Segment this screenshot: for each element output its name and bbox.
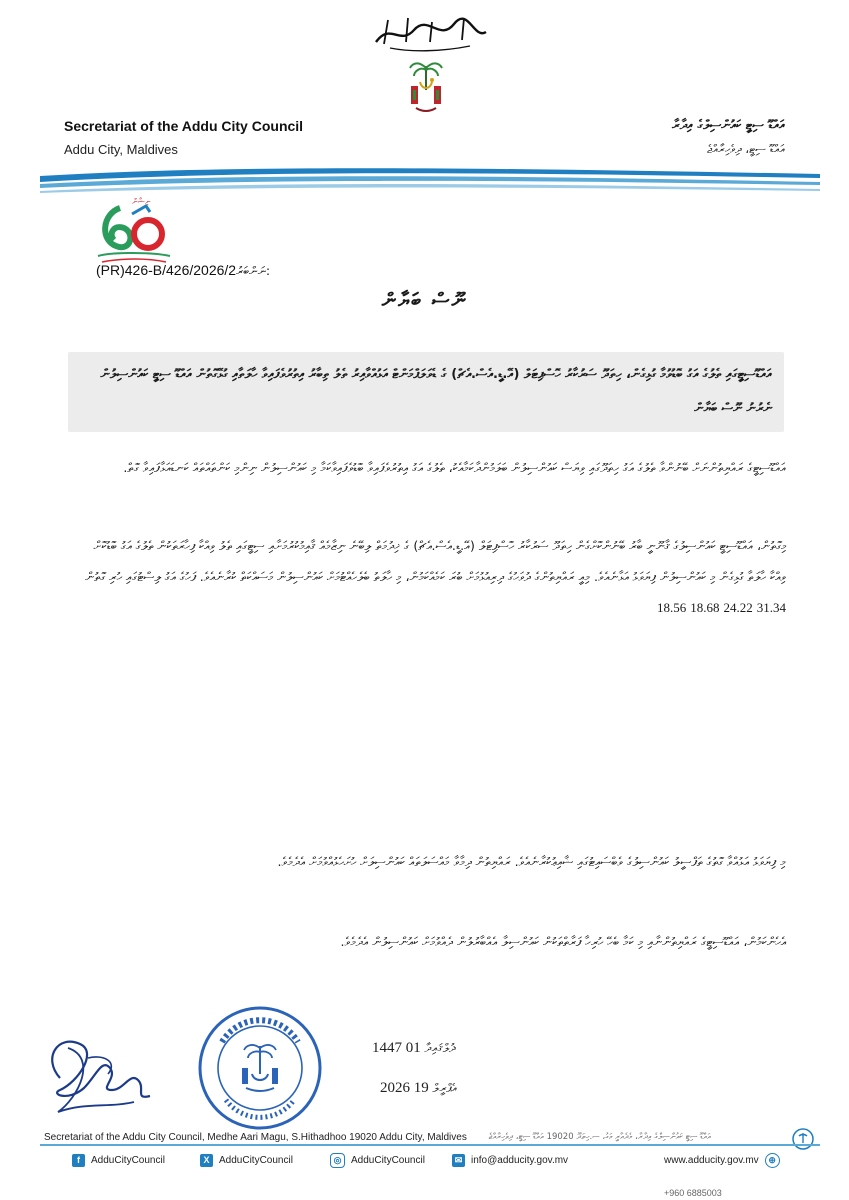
instagram-link[interactable] [330,1152,425,1168]
website-link[interactable] [664,1152,780,1168]
header-wave-divider [0,162,849,196]
signature [38,1028,156,1122]
hijri-year: 1447 [372,1040,402,1056]
footer-emblem-icon [792,1128,814,1150]
svg-text:ނިޝާން: ނިޝާން [132,197,151,206]
reference-number-value: (PR)426-B/426/2026/2 [96,262,237,278]
price-value-3: 24.22 [723,600,753,615]
x-handle: AdduCityCouncil [219,1154,293,1166]
subject-banner [68,352,784,432]
globe-icon: ⊕ [765,1153,780,1168]
body-paragraph-1: އައްޑޫސިޓީގެ ރައްޔިތުންނަށް ބޭނުންވާ ތެލުގެ އަގު ހިތަދޫގައި ވިޔަސް ކައުންސިލުން ބަލަމުންދާކަމާއެކު، ތެލުގެ އަގު އިތުރުވެފައިވާ ބޮޑުވެފައިވާކަމާ މި ކައުންސިލުން ނިންމި ކަންތައްތައް ކަނޑައަޅާފައިވާ ގޮތް. [123,460,786,475]
facebook-link[interactable] [72,1152,165,1168]
greg-year: 2026 [380,1080,410,1096]
footer-phone: +960 6885003 [664,1188,722,1198]
org-name-dv: އައްޑޫ ސިޓީ ކައުންސިލްގެ އިދާރާ [671,118,785,133]
footer-address-en: Secretariat of the Addu City Council, Medhe Aari Magu, S.Hithadhoo 19020 Addu City, Maldives [44,1132,467,1143]
instagram-handle: AdduCityCouncil [351,1154,425,1166]
instagram-icon: ◎ [330,1153,345,1168]
hijri-day: 01 [405,1040,421,1056]
x-icon: X [200,1154,213,1167]
gregorian-date [380,1080,457,1097]
greg-day: 19 [413,1080,429,1096]
hijri-date [372,1040,456,1057]
body-paragraph-3: މި ފިޔަވަޅު އަޅުއްވާ ގޮތުގެ ތަފްސީލު ކައުންސިލުގެ ވެބްސައިޓުގައި ޝާއިޢުކުރާނެއެވެ. ރައްޔިތުން ދިމާވާ މައްސަލަތައް ކައުންސިލަށް ހުށަހެޅުއްވުމަށް އެދެމެވެ. [277,854,786,869]
greg-month: އެޕްރީލް [432,1081,457,1095]
footer-address-dv: އައްޑޫ ސިޓީ ކައުންސިލްގެ އިދާރާ، މެދެއާރީ މަގު، ސ.ހިތަދޫ 19020 އައްޑޫ ސިޓީ، ދިވެހިރާއްޖެ [488,1132,711,1142]
price-value-2: 18.68 [690,600,720,615]
maldives-emblem [408,56,444,116]
org-location-en: Addu City, Maldives [64,142,178,157]
reference-number [96,262,270,279]
price-value-1: 18.56 [657,600,687,615]
official-stamp [192,1002,328,1134]
email-icon: ✉ [452,1154,465,1167]
x-link[interactable] [200,1152,293,1168]
website-url: www.adducity.gov.mv [664,1154,759,1166]
footer-divider [40,1144,820,1146]
facebook-handle: AdduCityCouncil [91,1154,165,1166]
email-address: info@adducity.gov.mv [471,1154,569,1166]
org-name-en: Secretariat of the Addu City Council [64,118,304,134]
body-paragraph-2 [74,530,786,623]
subject-text: އައްޑޫސިޓީގައި ތެލުގެ އަގު ބޮޑުވުމާ ގުޅިގެން، ހިތަދޫ ސަރުކާރު ހޮސްޕިޓަލް (އޭ.ޑީ.އެސް.އެޗް) ގެ ޑެވަލަޕްމަންޓް އަޅުއްވާއިރު ތެލު ތިބާރު އިތުރުވެފައިވާ ހާލަތާއި ގުޅޭގޮތުން އައްޑޫ ސިޓީ ކައުންސިލުން ނެރުނު ނޫސް ބަޔާން [100,367,772,416]
anniversary-60-logo [92,194,176,266]
price-value-4: 31.34 [756,600,786,615]
body-paragraph-4: އެހެންކަމުން، އައްޑޫސިޓީގެ ރައްޔިތުންނާއި މި ކަމާ ބެހޭ ހުރިހާ ފަރާތްތަކުން ކައުންސިލާ އެއްބާރުލުން ދެއްވުމަށް ކައުންސިލުން އެދެމެވެ. [340,934,786,949]
bismillah-calligraphy [370,12,490,54]
email-link[interactable] [452,1152,568,1168]
body-paragraph-2-text: މިގޮތުން، އައްޑޫސިޓީ ކައުންސިލުގެ ޤާނޫނީ ބާރު ބޭނުންކޮށްގެން ހިތަދޫ ސަރުކާރު ހޮސްޕިޓަލް (އޭ.ޑީ.އެސް.އެޗް) ގެ ޚިދުމަތް ލިބޭނެ ނިޒާމެއް ޤާއިމުކުރުމަށާއި ސިޓީގައި ތެލު ވިއްކާ ފިހާރަތަކުން ތެލުގެ އަގު ބޮޑުކޮށް ވިއްކާ ހާލަތާ ގުޅިގެން މި ކައުންސިލުން ފިޔަވަޅު އަޅާނެއެވެ. މިއީ ރައްޔިތުންގެ ދުވަހުގެ ދިރިއުޅުމަށް ބުރަ ކަމެއްކަމުން، މި ހާލަތު ބެލެހެއްޓުމަށް ކައުންސިލުން މަސައްކަތް ކުރާނެއެވެ. ފަހުގެ އަގު ލިސްޓުގައި ހުރި ގޮތުން [85,538,786,584]
org-location-dv: އައްޑޫ ސިޓީ، ދިވެހިރާއްޖެ [707,142,785,156]
document-title: ނޫސް ބަޔާން [381,288,468,312]
facebook-icon: f [72,1154,85,1167]
reference-number-label: ނަންބަރު: [236,264,270,278]
hijri-month: ޛުލްޤައިދާ [424,1041,456,1055]
